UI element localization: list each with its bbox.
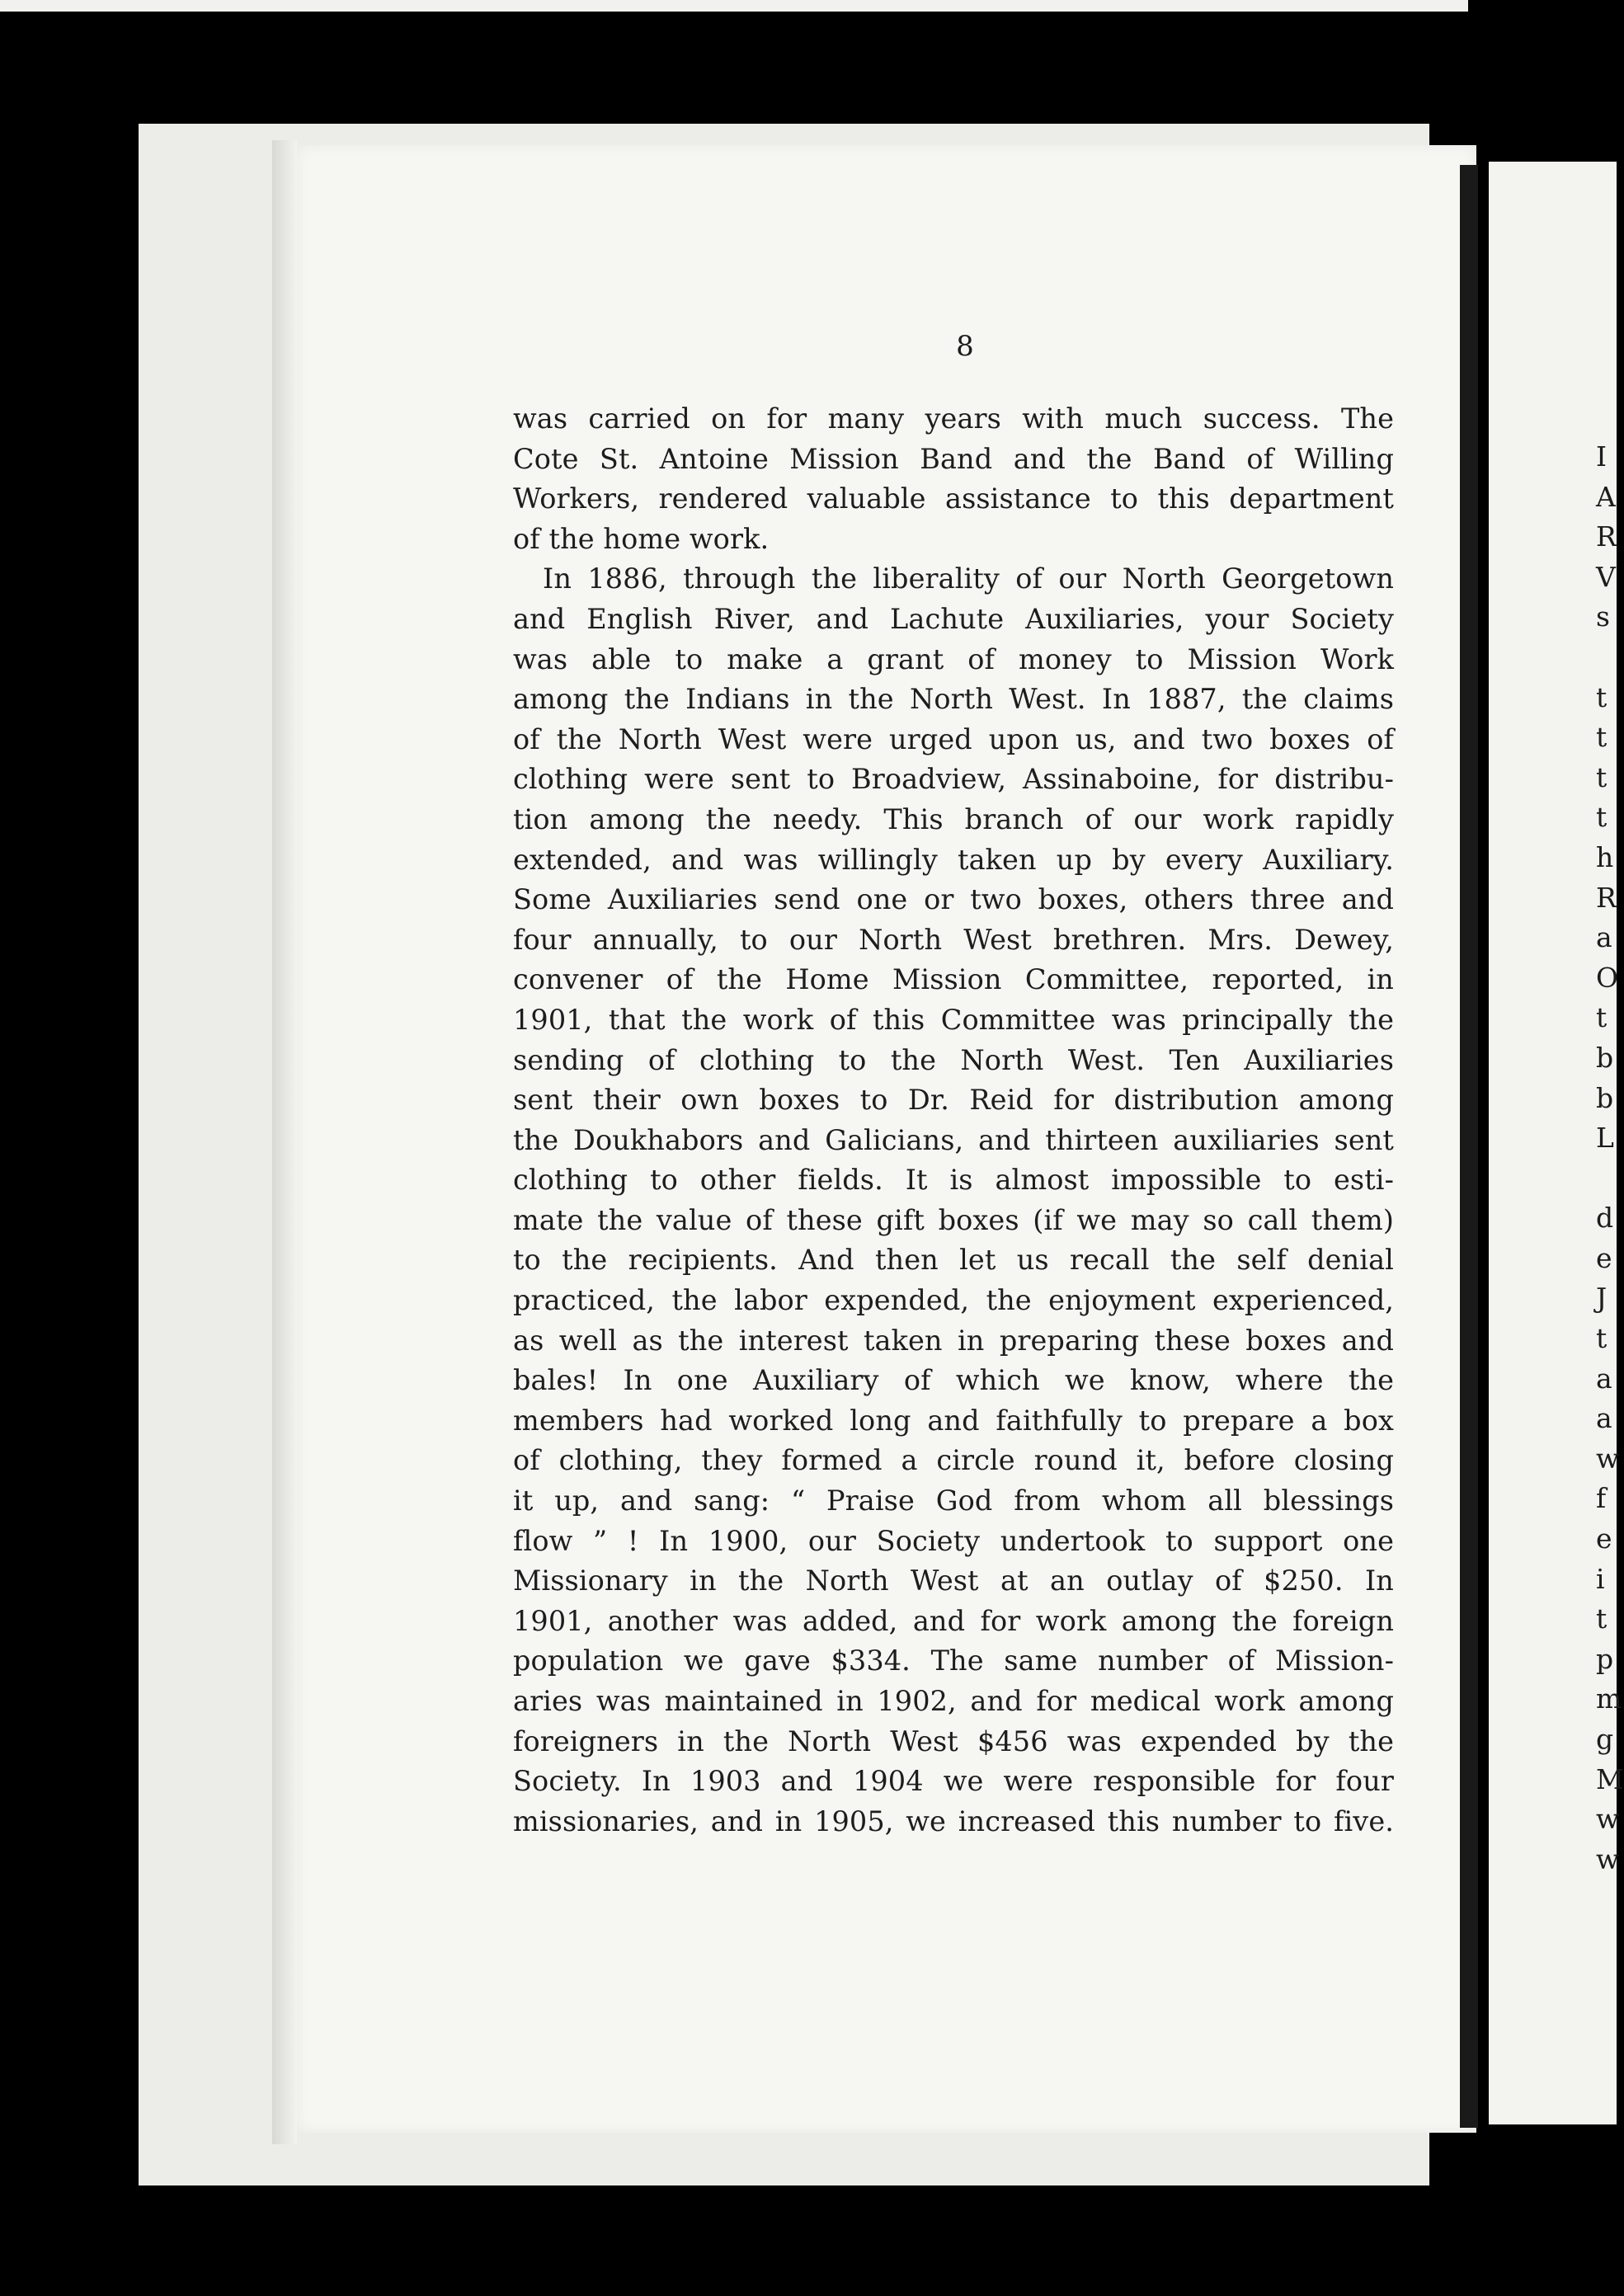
text-line: was carried on for many years with much success. The: [513, 402, 1394, 435]
text-line: In 1886, through the liberality of our North Georgetown: [543, 562, 1394, 595]
page-number: 8: [956, 330, 974, 363]
next-page-fragment: i: [1596, 1562, 1605, 1595]
text-line: bales! In one Auxiliary of which we know, where the: [513, 1364, 1394, 1397]
text-line: population we gave $334. The same number of Mission-: [513, 1644, 1394, 1677]
text-line: Cote St. Antoine Mission Band and the Band of Willing: [513, 442, 1394, 475]
text-line: as well as the interest taken in preparing these boxes and: [513, 1324, 1394, 1357]
next-page-fragment: w: [1596, 1442, 1620, 1475]
text-line: members had worked long and faithfully to prepare a box: [513, 1404, 1394, 1437]
text-line: it up, and sang: “ Praise God from whom all blessings: [513, 1484, 1394, 1517]
text-line: sending of clothing to the North West. Ten Auxiliaries: [513, 1043, 1394, 1076]
next-page-fragment: s: [1596, 600, 1610, 633]
next-page-fragment: e: [1596, 1522, 1612, 1555]
body-text: [513, 399, 1394, 1842]
text-line: Some Auxiliaries send one or two boxes, others three and: [513, 883, 1394, 916]
next-page-fragment: t: [1596, 721, 1608, 754]
page-edge: [1460, 165, 1478, 2128]
next-page-fragment: t: [1596, 1322, 1608, 1355]
next-page-fragment: f: [1596, 1482, 1607, 1515]
text-line: aries was maintained in 1902, and for medical work among: [513, 1685, 1394, 1717]
text-line: sent their own boxes to Dr. Reid for distribution among: [513, 1084, 1394, 1117]
next-page-fragment: [1596, 638, 1617, 678]
text-line: 1901, that the work of this Committee was principally the: [513, 1003, 1394, 1036]
text-line: of the home work.: [513, 522, 770, 555]
text-line: Workers, rendered valuable assistance to this department: [513, 482, 1394, 515]
text-line: Society. In 1903 and 1904 we were responsible for four: [513, 1765, 1394, 1798]
next-page-fragment: [1596, 1159, 1617, 1199]
next-page-fragment: b: [1596, 1081, 1614, 1114]
text-line: was able to make a grant of money to Mission Work: [513, 642, 1394, 675]
next-page-fragment: a: [1596, 1362, 1612, 1395]
next-page-fragment: V: [1596, 560, 1616, 593]
text-line: 1901, another was added, and for work among the foreign: [513, 1604, 1394, 1637]
next-page-fragment: e: [1596, 1241, 1612, 1274]
text-line: extended, and was willingly taken up by every Auxiliary.: [513, 843, 1394, 876]
text-line: clothing to other fields. It is almost impossible to esti-: [513, 1164, 1394, 1197]
next-page-fragment: w: [1596, 1842, 1620, 1875]
text-line: flow ” ! In 1900, our Society undertook to support one: [513, 1524, 1394, 1557]
next-page-fragment: h: [1596, 840, 1614, 873]
text-line: the Doukhabors and Galicians, and thirteen auxiliaries sent: [513, 1123, 1394, 1156]
next-page-fragment: a: [1596, 1402, 1612, 1435]
next-page-fragment: I: [1596, 440, 1608, 473]
next-page-fragment: w: [1596, 1803, 1620, 1836]
text-line: Missionary in the North West at an outlay of $250. In: [513, 1564, 1394, 1597]
next-page-fragment: L: [1596, 1122, 1614, 1155]
text-line: convener of the Home Mission Committee, reported, in: [513, 963, 1394, 996]
page-gutter-shadow: [272, 140, 297, 2144]
next-page-fragment: d: [1596, 1202, 1614, 1235]
scan-top-strip: [0, 0, 1468, 12]
text-line: four annually, to our North West brethren. Mrs. Dewey,: [513, 923, 1394, 956]
text-line: of clothing, they formed a circle round it, before closing: [513, 1444, 1394, 1477]
next-page-fragment: t: [1596, 1602, 1608, 1635]
next-page-fragment: J: [1596, 1282, 1608, 1315]
text-line: of the North West were urged upon us, and two boxes of: [513, 722, 1394, 755]
text-line: tion among the needy. This branch of our work rapidly: [513, 802, 1394, 835]
next-page-fragment: m: [1596, 1682, 1622, 1715]
next-page-fragment: t: [1596, 680, 1608, 713]
next-page-fragment: b: [1596, 1041, 1614, 1074]
text-line: among the Indians in the North West. In 1887, the claims: [513, 683, 1394, 716]
text-line: and English River, and Lachute Auxiliaries, your Society: [513, 602, 1394, 635]
next-page-fragment: M: [1596, 1762, 1624, 1795]
text-line: practiced, the labor expended, the enjoyment experienced,: [513, 1284, 1394, 1317]
text-line: clothing were sent to Broadview, Assinaboine, for distribu-: [513, 763, 1394, 796]
next-page-fragment: R: [1596, 881, 1617, 914]
next-page-fragment: O: [1596, 961, 1619, 994]
next-page-fragment: R: [1596, 520, 1617, 553]
text-line: mate the value of these gift boxes (if we may so call them): [513, 1203, 1394, 1236]
next-page-fragment: a: [1596, 921, 1612, 954]
next-page-fragment: p: [1596, 1642, 1614, 1675]
next-page-fragment: t: [1596, 760, 1608, 793]
next-page-fragment: t: [1596, 1001, 1608, 1034]
next-page-text-fragments: [1596, 437, 1624, 1880]
text-line: missionaries, and in 1905, we increased this number to five.: [513, 1804, 1394, 1837]
next-page-fragment: t: [1596, 801, 1608, 834]
next-page-fragment: A: [1596, 480, 1616, 513]
next-page-fragment: g: [1596, 1723, 1614, 1755]
text-line: to the recipients. And then let us recall the self denial: [513, 1244, 1394, 1277]
text-line: foreigners in the North West $456 was expended by the: [513, 1724, 1394, 1757]
